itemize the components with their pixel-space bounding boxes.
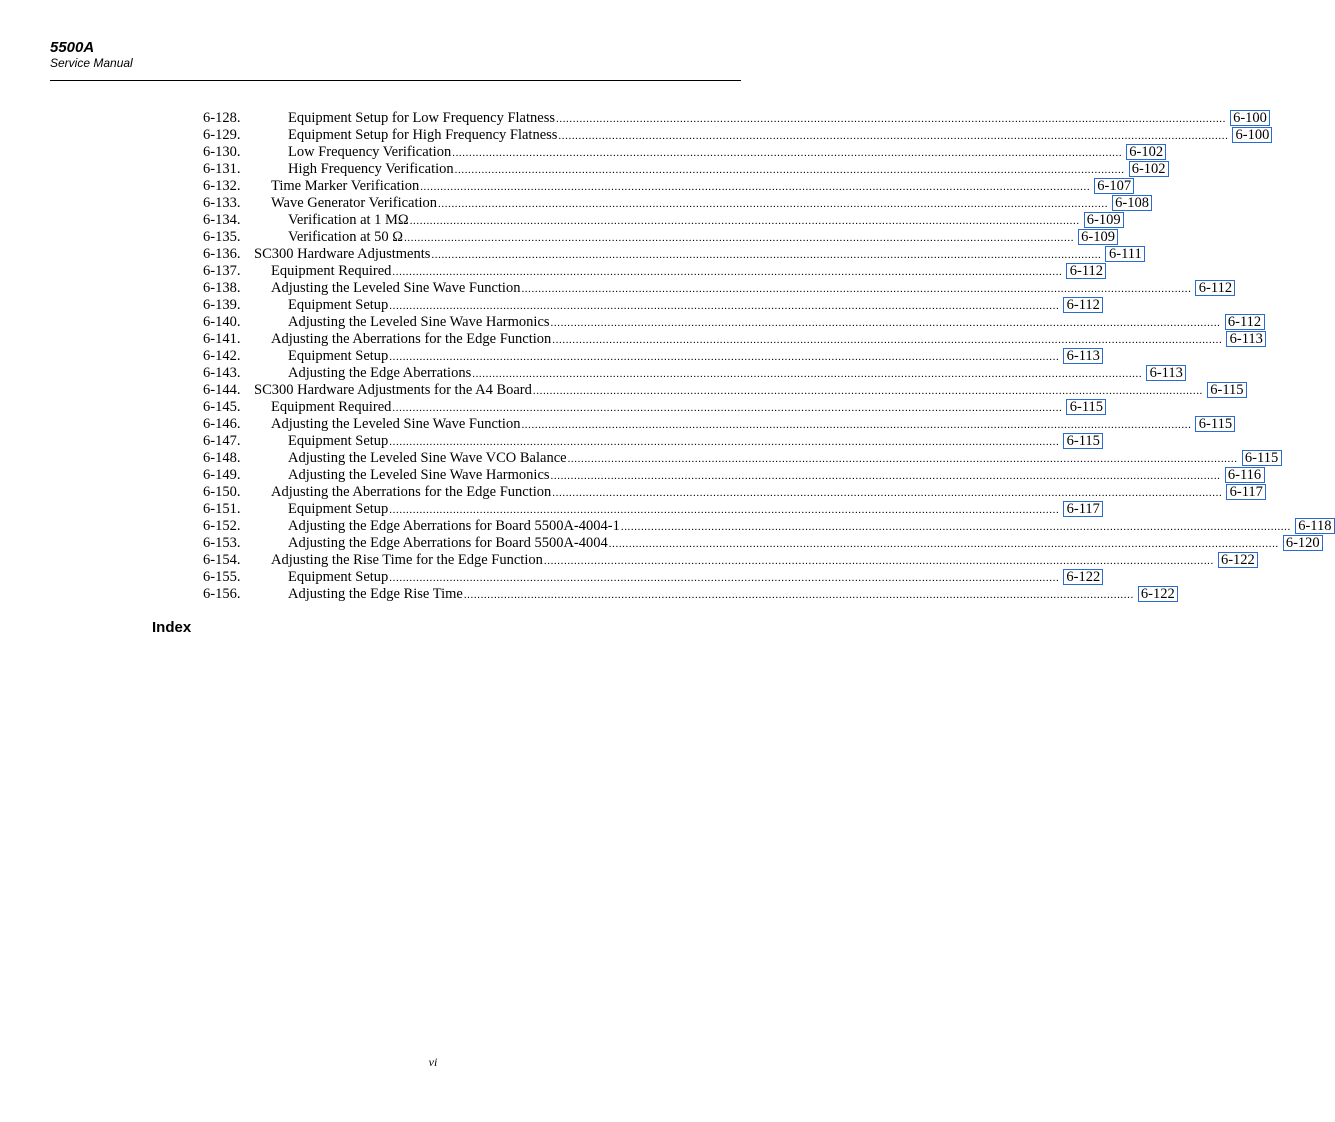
toc-section-number: 6-135.	[203, 229, 241, 245]
toc-page-link[interactable]: 6-115	[1207, 382, 1247, 398]
toc-section-number: 6-133.	[203, 195, 241, 211]
toc-section-number: 6-146.	[203, 416, 241, 432]
toc-entry[interactable]	[203, 263, 1104, 280]
toc-section-number: 6-138.	[203, 280, 241, 296]
toc-section-title[interactable]: High Frequency Verification	[288, 161, 454, 177]
toc-entry[interactable]	[203, 144, 1164, 161]
toc-page-link[interactable]: 6-117	[1226, 484, 1266, 500]
toc-section-number: 6-136.	[203, 246, 241, 262]
toc-entry[interactable]	[203, 501, 1100, 518]
toc-page-link[interactable]: 6-118	[1295, 518, 1335, 534]
toc-page-link[interactable]: 6-112	[1063, 297, 1103, 313]
toc-page-link[interactable]: 6-117	[1063, 501, 1103, 517]
toc-dot-leader: ........................................................................................................................................................................................................	[552, 334, 1223, 346]
toc-section-number: 6-147.	[203, 433, 241, 449]
toc-dot-leader: ........................................................................................................................................................................................................	[438, 198, 1109, 210]
toc-page-link[interactable]: 6-109	[1078, 229, 1118, 245]
toc-section-number: 6-154.	[203, 552, 241, 568]
toc-section-title[interactable]: Adjusting the Aberrations for the Edge Function	[271, 331, 552, 347]
toc-page-link[interactable]: 6-115	[1066, 399, 1106, 415]
toc-entry[interactable]	[203, 127, 1270, 144]
header-divider	[50, 80, 741, 81]
toc-section-title[interactable]: SC300 Hardware Adjustments	[254, 246, 431, 262]
toc-page-link[interactable]: 6-108	[1112, 195, 1152, 211]
toc-page-link[interactable]: 6-112	[1066, 263, 1106, 279]
manual-title: 5500A	[50, 39, 95, 56]
toc-page-link[interactable]: 6-120	[1283, 535, 1323, 551]
toc-dot-leader: ........................................................................................................................................................................................................	[472, 368, 1143, 380]
toc-section-number: 6-153.	[203, 535, 241, 551]
toc-section-title[interactable]: Adjusting the Leveled Sine Wave Harmonics	[288, 467, 550, 483]
toc-entry[interactable]	[203, 365, 1183, 382]
toc-page-link[interactable]: 6-109	[1084, 212, 1124, 228]
toc-dot-leader: ........................................................................................................................................................................................................	[392, 266, 1063, 278]
toc-section-title[interactable]: Adjusting the Edge Rise Time	[288, 586, 463, 602]
toc-section-title[interactable]: Adjusting the Leveled Sine Wave Function	[271, 416, 521, 432]
toc-section-title[interactable]: Equipment Setup	[288, 501, 389, 517]
toc-page-link[interactable]: 6-112	[1225, 314, 1265, 330]
toc-entry[interactable]	[203, 382, 1244, 399]
toc-section-title[interactable]: Equipment Setup	[288, 348, 389, 364]
toc-page-link[interactable]: 6-115	[1195, 416, 1235, 432]
toc-entry[interactable]	[203, 552, 1255, 569]
toc-section-title[interactable]: Adjusting the Leveled Sine Wave VCO Balance	[288, 450, 567, 466]
toc-page-link[interactable]: 6-113	[1063, 348, 1103, 364]
toc-section-number: 6-132.	[203, 178, 241, 194]
page-header	[50, 40, 741, 70]
toc-section-number: 6-134.	[203, 212, 241, 228]
toc-section-number: 6-131.	[203, 161, 241, 177]
toc-page-link[interactable]: 6-102	[1129, 161, 1169, 177]
toc-section-title[interactable]: Verification at 1 MΩ	[288, 212, 409, 228]
toc-dot-leader: ........................................................................................................................................................................................................	[552, 487, 1223, 499]
toc-section-title[interactable]: Adjusting the Rise Time for the Edge Function	[271, 552, 543, 568]
index-heading[interactable]: Index	[152, 619, 192, 636]
toc-section-number: 6-156.	[203, 586, 241, 602]
toc-dot-leader: ........................................................................................................................................................................................................	[420, 181, 1091, 193]
toc-entry[interactable]	[203, 229, 1115, 246]
toc-dot-leader: ........................................................................................................................................................................................................	[567, 453, 1238, 465]
toc-entry[interactable]	[203, 348, 1100, 365]
toc-dot-leader: ........................................................................................................................................................................................................	[550, 317, 1221, 329]
toc-dot-leader: ........................................................................................................................................................................................................	[389, 436, 1060, 448]
toc-section-title[interactable]: Equipment Setup	[288, 297, 389, 313]
toc-section-title[interactable]: SC300 Hardware Adjustments for the A4 Board	[254, 382, 532, 398]
toc-entry[interactable]	[203, 399, 1104, 416]
toc-entry[interactable]	[203, 161, 1166, 178]
toc-entry[interactable]	[203, 331, 1263, 348]
toc-entry[interactable]	[203, 433, 1100, 450]
toc-dot-leader: ........................................................................................................................................................................................................	[409, 215, 1080, 227]
toc-section-number: 6-145.	[203, 399, 241, 415]
toc-entry[interactable]	[203, 586, 1175, 603]
toc-section-number: 6-129.	[203, 127, 241, 143]
toc-section-number: 6-150.	[203, 484, 241, 500]
toc-page-link[interactable]: 6-122	[1063, 569, 1103, 585]
toc-entry[interactable]	[203, 314, 1262, 331]
toc-entry[interactable]	[203, 246, 1142, 263]
toc-dot-leader: ........................................................................................................................................................................................................	[521, 419, 1192, 431]
toc-section-title[interactable]: Equipment Setup for Low Frequency Flatness	[288, 110, 555, 126]
toc-section-title[interactable]: Wave Generator Verification	[271, 195, 438, 211]
toc-section-number: 6-149.	[203, 467, 241, 483]
toc-section-title[interactable]: Equipment Setup for High Frequency Flatness	[288, 127, 558, 143]
toc-entry[interactable]	[203, 518, 1332, 535]
toc-page-link[interactable]: 6-112	[1195, 280, 1235, 296]
toc-entry[interactable]	[203, 280, 1233, 297]
toc-dot-leader: ........................................................................................................................................................................................................	[404, 232, 1075, 244]
toc-entry[interactable]	[203, 535, 1320, 552]
manual-subtitle: Service Manual	[50, 56, 133, 70]
toc-dot-leader: ........................................................................................................................................................................................................	[389, 351, 1060, 363]
toc-section-number: 6-141.	[203, 331, 241, 347]
toc-page-link[interactable]: 6-116	[1225, 467, 1265, 483]
toc-dot-leader: ........................................................................................................................................................................................................	[463, 589, 1134, 601]
toc-dot-leader: ........................................................................................................................................................................................................	[454, 164, 1125, 176]
toc-entry[interactable]	[203, 467, 1262, 484]
toc-entry[interactable]	[203, 110, 1267, 127]
toc-section-title[interactable]: Equipment Required	[271, 399, 392, 415]
toc-section-title[interactable]: Adjusting the Leveled Sine Wave Harmonics	[288, 314, 550, 330]
toc-section-number: 6-137.	[203, 263, 241, 279]
toc-section-number: 6-130.	[203, 144, 241, 160]
toc-section-number: 6-152.	[203, 518, 241, 534]
toc-section-number: 6-143.	[203, 365, 241, 381]
toc-dot-leader: ........................................................................................................................................................................................................	[620, 521, 1291, 533]
table-of-contents	[203, 110, 1332, 603]
toc-entry[interactable]	[203, 195, 1149, 212]
toc-section-title[interactable]: Adjusting the Aberrations for the Edge Function	[271, 484, 552, 500]
toc-section-number: 6-155.	[203, 569, 241, 585]
toc-dot-leader: ........................................................................................................................................................................................................	[389, 572, 1060, 584]
toc-entry[interactable]	[203, 178, 1132, 195]
toc-section-title[interactable]: Equipment Required	[271, 263, 392, 279]
toc-page-link[interactable]: 6-115	[1242, 450, 1282, 466]
page-number: vi	[428, 1055, 438, 1069]
toc-page-link[interactable]: 6-107	[1094, 178, 1134, 194]
toc-section-title[interactable]: Adjusting the Leveled Sine Wave Function	[271, 280, 521, 296]
toc-section-title[interactable]: Adjusting the Edge Aberrations for Board 5500A-4004	[288, 535, 608, 551]
toc-entry[interactable]	[203, 484, 1263, 501]
toc-section-title[interactable]: Equipment Setup	[288, 569, 389, 585]
toc-page-link[interactable]: 6-113	[1226, 331, 1266, 347]
toc-entry[interactable]	[203, 416, 1233, 433]
toc-section-title[interactable]: Adjusting the Edge Aberrations	[288, 365, 472, 381]
toc-section-number: 6-139.	[203, 297, 241, 313]
toc-section-title[interactable]: Time Marker Verification	[271, 178, 420, 194]
toc-dot-leader: ........................................................................................................................................................................................................	[389, 504, 1060, 516]
toc-section-number: 6-140.	[203, 314, 241, 330]
toc-entry[interactable]	[203, 297, 1100, 314]
toc-page-link[interactable]: 6-113	[1146, 365, 1186, 381]
toc-entry[interactable]	[203, 569, 1101, 586]
toc-section-title[interactable]: Low Frequency Verification	[288, 144, 452, 160]
toc-dot-leader: ........................................................................................................................................................................................................	[431, 249, 1102, 261]
toc-page-link[interactable]: 6-111	[1105, 246, 1145, 262]
toc-dot-leader: ........................................................................................................................................................................................................	[556, 113, 1226, 125]
toc-section-number: 6-144.	[203, 382, 241, 398]
toc-page-link[interactable]: 6-122	[1218, 552, 1258, 568]
toc-section-title[interactable]: Adjusting the Edge Aberrations for Board 5500A-4004-1	[288, 518, 620, 534]
toc-page-link[interactable]: 6-100	[1232, 127, 1272, 143]
toc-section-title[interactable]: Verification at 50 Ω	[288, 229, 404, 245]
toc-dot-leader: ........................................................................................................................................................................................................	[558, 130, 1229, 142]
toc-page-link[interactable]: 6-102	[1126, 144, 1166, 160]
toc-section-number: 6-148.	[203, 450, 241, 466]
toc-section-number: 6-142.	[203, 348, 241, 364]
toc-page-link[interactable]: 6-100	[1230, 110, 1270, 126]
toc-entry[interactable]	[203, 212, 1121, 229]
toc-dot-leader: ........................................................................................................................................................................................................	[521, 283, 1192, 295]
toc-section-number: 6-128.	[203, 110, 241, 126]
toc-dot-leader: ........................................................................................................................................................................................................	[543, 555, 1214, 567]
toc-page-link[interactable]: 6-115	[1063, 433, 1103, 449]
toc-section-number: 6-151.	[203, 501, 241, 517]
toc-dot-leader: ........................................................................................................................................................................................................	[550, 470, 1221, 482]
toc-entry[interactable]	[203, 450, 1279, 467]
toc-page-link[interactable]: 6-122	[1138, 586, 1178, 602]
toc-dot-leader: ........................................................................................................................................................................................................	[608, 538, 1279, 550]
toc-dot-leader: ........................................................................................................................................................................................................	[392, 402, 1063, 414]
toc-dot-leader: ........................................................................................................................................................................................................	[532, 385, 1203, 397]
toc-section-title[interactable]: Equipment Setup	[288, 433, 389, 449]
toc-dot-leader: ........................................................................................................................................................................................................	[452, 147, 1123, 159]
toc-dot-leader: ........................................................................................................................................................................................................	[389, 300, 1060, 312]
